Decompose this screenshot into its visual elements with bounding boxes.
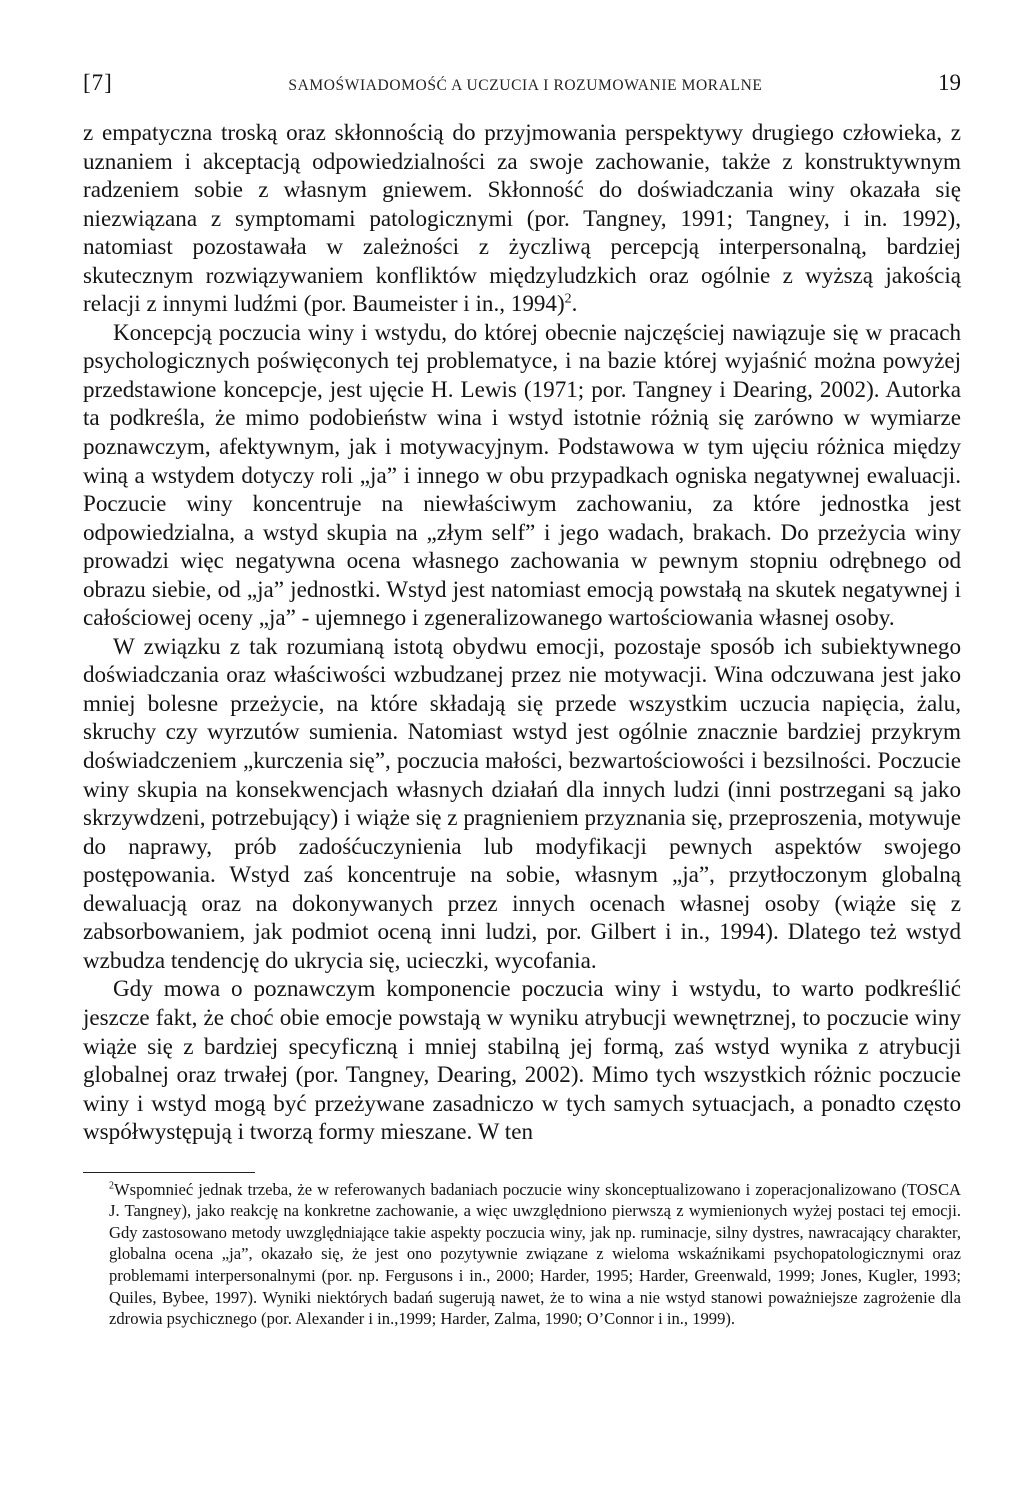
paragraph-text: W związku z tak rozumianą istotą obydwu emocji, pozostaje sposób ich subiektywnego doświadczania oraz właściwości wzbudzanej przez nie motywacji. Wina odczuwana jest jako mniej bolesne przeżycie, na które składają się przede wszystkim uczucia napięcia, żalu, skruchy czy wyrzutów sumienia. Natomiast wstyd jest ogólnie znacznie bardziej przykrym doświadczeniem „kurczenia się”, poczucia małości, bezwartościowości i bezsilności. Poczucie winy skupia na konsekwencjach własnych działań dla innych ludzi (inni postrzegani są jako skrzywdzeni, potrzebujący) i wiąże się z pragnieniem przyznania się, przeproszenia, motywuje do naprawy, prób zadośćuczynienia lub modyfikacji pewnych aspektów swojego postępowania. Wstyd zaś koncentruje na sobie, własnym „ja”, przytłoczonym globalną dewaluacją oraz na dokonywanych przez innych ocenach własnej osoby (wiąże się z zabsorbowaniem, jak podmiot oceną inni ludzi, por. Gilbert i in., 1994). Dlatego też wstyd wzbudza tendencję do ukrycia się, ucieczki, wycofania. (83, 632, 961, 973)
footnotes (83, 1179, 961, 1330)
paragraph-text: Gdy mowa o poznawczym komponencie poczucia winy i wstydu, to warto podkreślić jeszcze fakt, że choć obie emocje powstają w wyniku atrybucji wewnętrznej, to poczucie winy wiąże się z bardziej specyficzną i mniej stabilną jej formą, zaś wstyd wynika z atrybucji globalnej oraz trwałej (por. Tangney, Dearing, 2002). Mimo tych wszystkich różnic poczucie winy i wstyd mogą być przeżywane zasadniczo w tych samych sytuacjach, a ponadto często współwystępują i tworzą formy mieszane. W ten (83, 975, 961, 1145)
page-number: 19 (938, 70, 961, 95)
running-header (83, 70, 961, 110)
paragraph (83, 632, 961, 975)
paragraph (83, 118, 961, 318)
paragraph (83, 974, 961, 1145)
footnote-reference[interactable]: 2 (564, 290, 572, 306)
paragraph-text: Koncepcją poczucia winy i wstydu, do której obecnie najczęściej nawiązuje się w pracach psychologicznych poświęconych tej problematyce, i na bazie której wyjaśnić można powyżej przedstawione koncepcje, jest ujęcie H. Lewis (1971; por. Tangney i Dearing, 2002). Autorka ta podkreśla, że mimo podobieństw wina i wstyd istotnie różnią się zarówno w wymiarze poznawczym, afektywnym, jak i motywacyjnym. Podstawowa w tym ujęciu różnica między winą a wstydem dotyczy roli „ja” i innego w obu przypadkach ogniska negatywnej ewaluacji. Poczucie winy koncentruje na niewłaściwym zachowaniu, za które jednostka jest odpowiedzialna, a wstyd skupia na „złym self” i jego wadach, brakach. Do przeżycia winy prowadzi więc negatywna ocena własnego zachowania w pewnym stopniu odrębnego od obrazu siebie, od „ja” jednostki. Wstyd jest natomiast emocją powstałą na skutek negatywnej i całościowej oceny „ja” - ujemnego i zgeneralizowanego wartościowania własnej osoby. (83, 318, 961, 631)
footnote-divider (83, 1172, 255, 1173)
footnote (109, 1179, 961, 1330)
body-text (83, 118, 961, 1146)
paragraph-tail: . (571, 290, 578, 317)
book-page (83, 70, 961, 1330)
footnote-text: Wspomnieć jednak trzeba, że w referowanych badaniach poczucie winy skonceptualizowano i zoperacjonalizowano (TOSCA J. Tangney), jako reakcję na konkretne zachowanie, a więc uwzględniono pierwszą z wymienionych wyżej postaci tej emocji. Gdy zastosowano metody uwzględniające takie aspekty poczucia winy, jak np. ruminacje, silny dystres, nawracający charakter, globalna ocena „ja”, okazało się, że jest ono pozytywnie związane z wieloma wskaźnikami psychopatologicznymi oraz problemami interpersonalnymi (por. np. Fergusons i in., 2000; Harder, 1995; Harder, Greenwald, 1999; Jones, Kugler, 1993; Quiles, Bybee, 1997). Wyniki niektórych badań sugerują nawet, że to wina a nie wstyd stanowi poważniejsze zagrożenie dla zdrowia psychicznego (por. Alexander i in.,1999; Harder, Zalma, 1990; O’Connor i in., 1999). (109, 1179, 961, 1329)
paragraph (83, 318, 961, 632)
paragraph-text: z empatyczna troską oraz skłonnością do przyjmowania perspektywy drugiego człowieka, z uznaniem i akceptacją odpowiedzialności za swoje zachowanie, także z konstruktywnym radzeniem sobie z własnym gniewem. Skłonność do doświadczania winy okazała się niezwiązana z symptomami patologicznymi (por. Tangney, 1991; Tangney, i in. 1992), natomiast pozostawała w zależności z życzliwą percepcją interpersonalną, bardziej skutecznym rozwiązywaniem konfliktów międzyludzkich oraz ogólnie z wyższą jakością relacji z innymi ludźmi (por. Baumeister i in., 1994) (83, 119, 961, 317)
running-title: SAMOŚWIADOMOŚĆ A UCZUCIA I ROZUMOWANIE MORALNE (288, 77, 763, 94)
chapter-number: [7] (83, 70, 113, 95)
footnote-marker: 2 (109, 1180, 114, 1192)
